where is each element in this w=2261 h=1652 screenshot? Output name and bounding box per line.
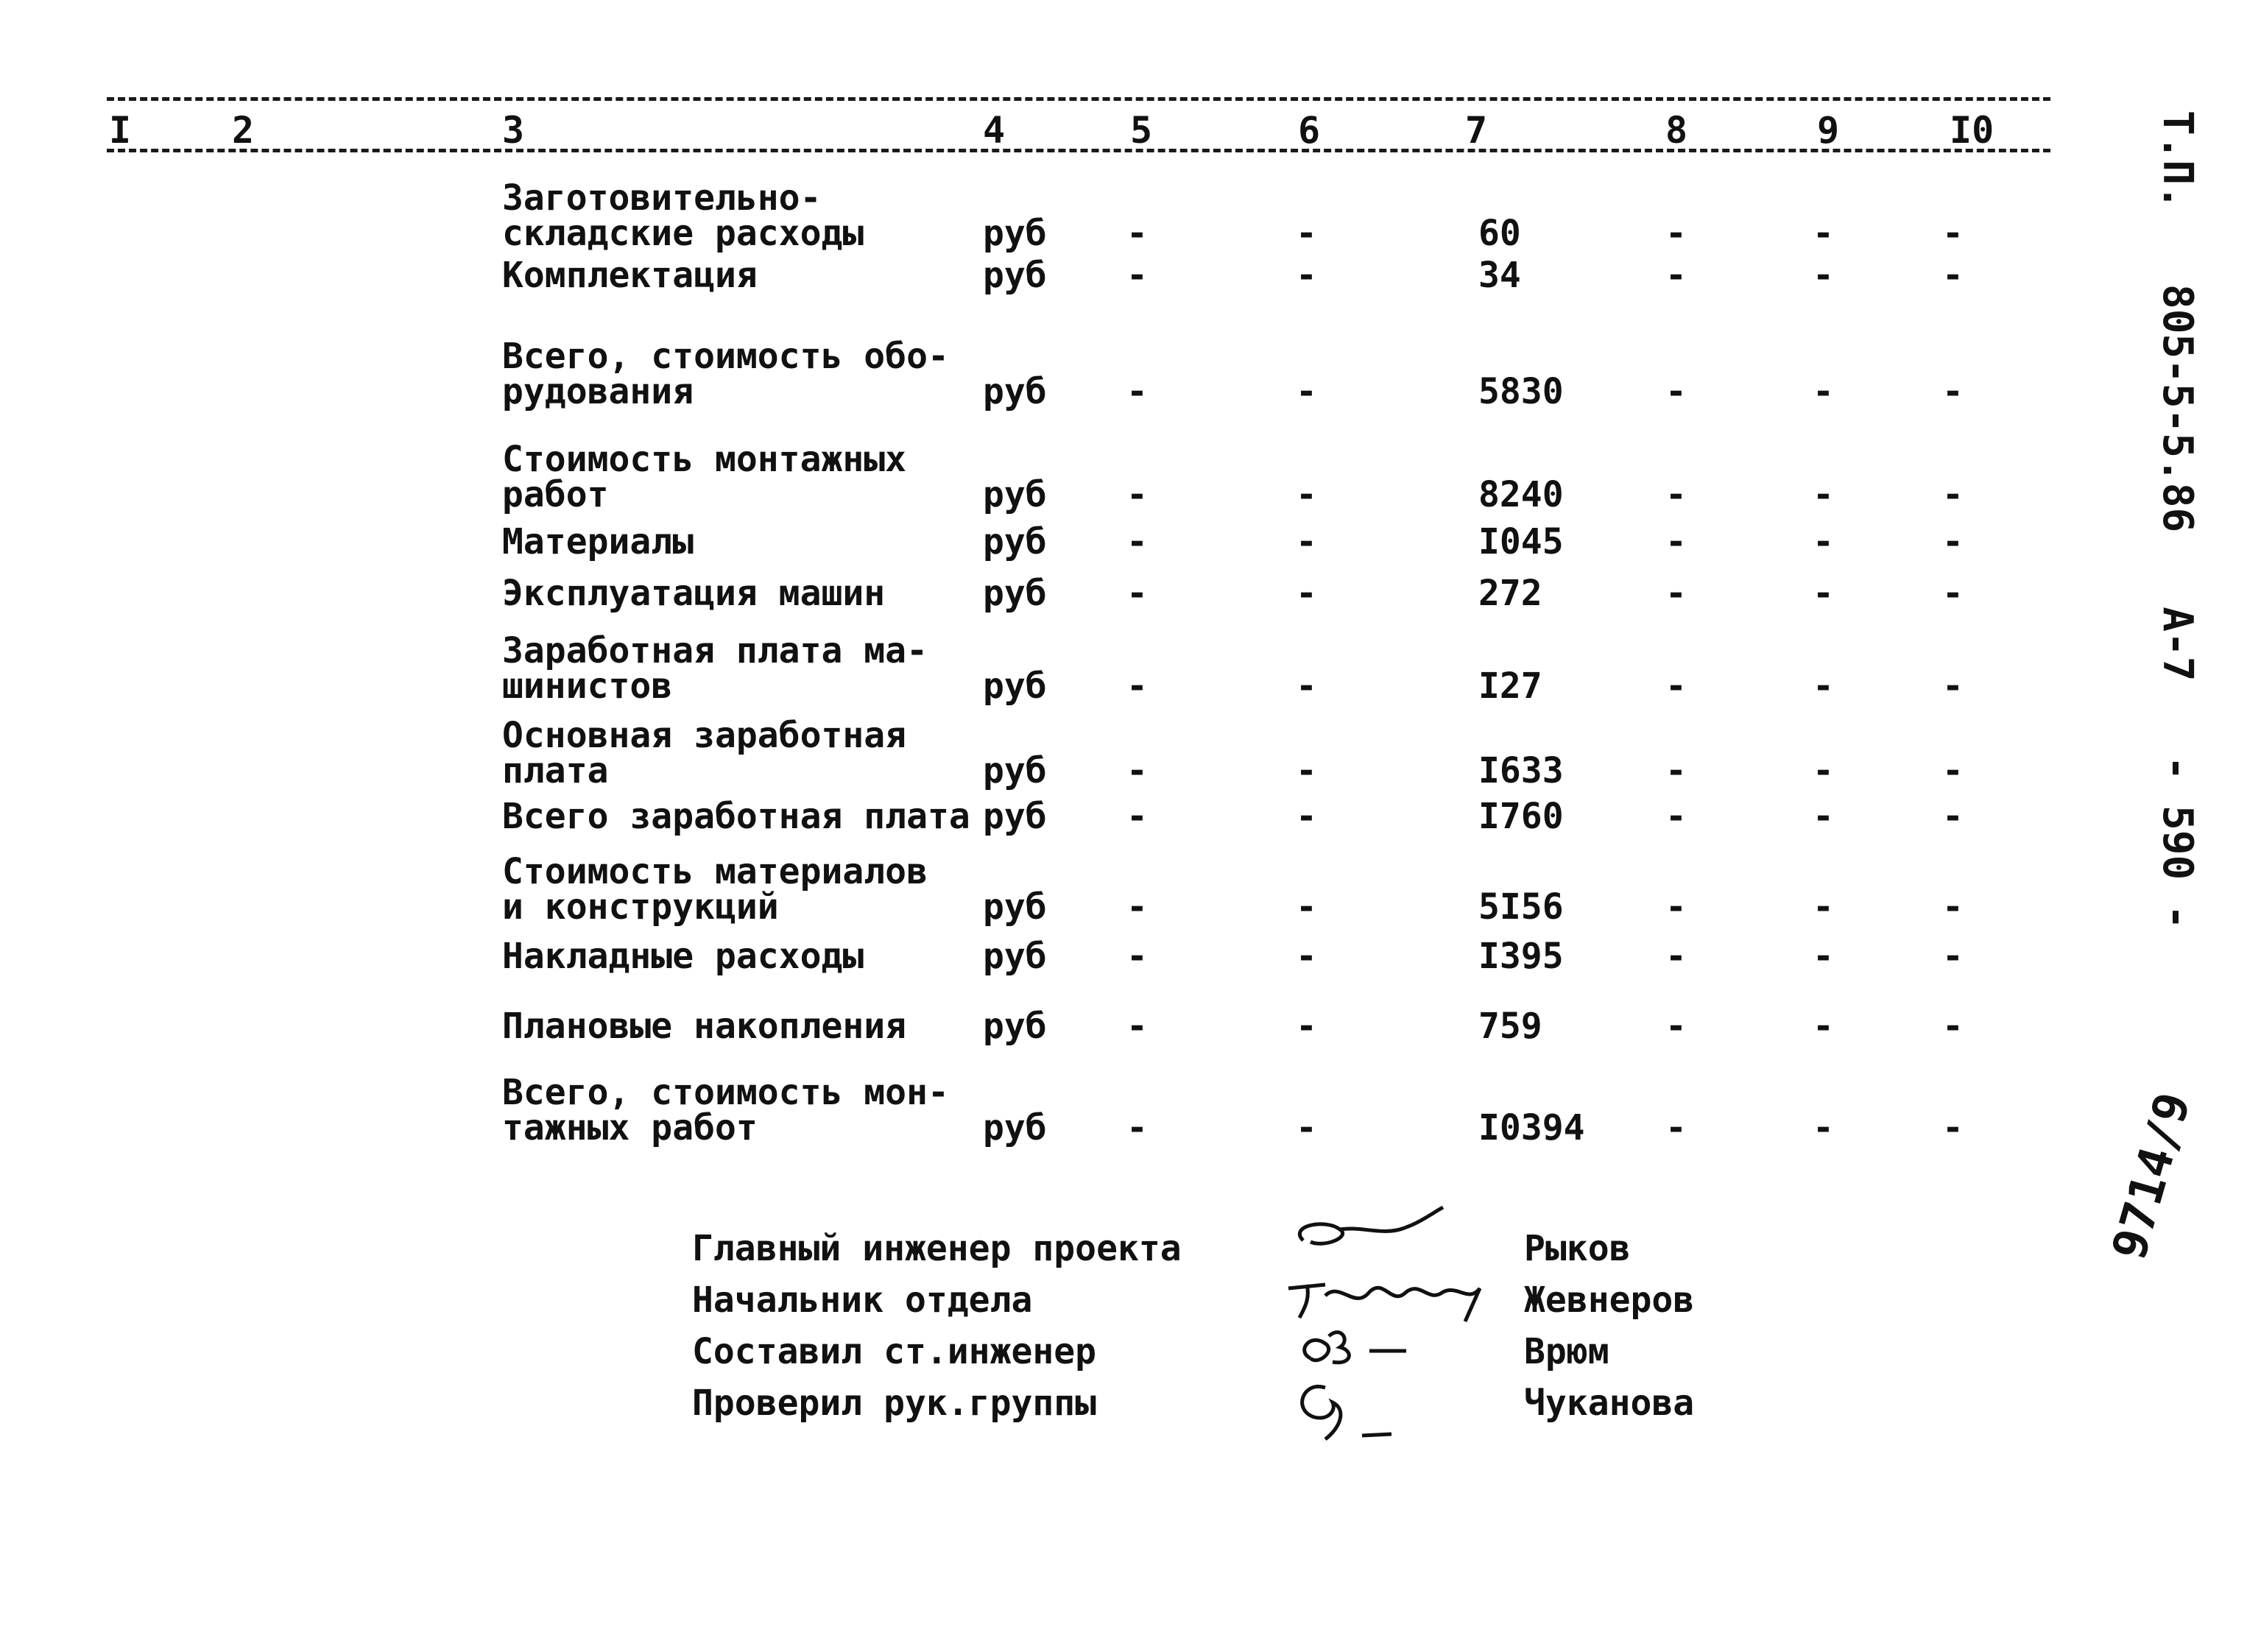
row-label: Всего заработная плата xyxy=(502,796,970,837)
value-cell-c10: - xyxy=(1942,936,1964,977)
unit-cell: руб xyxy=(983,936,1047,977)
value-cell-c7: 5830 xyxy=(1478,371,1564,412)
value-cell-c10: - xyxy=(1942,886,1964,928)
document-code-vertical: Т.П. 805-5-5.86 А-7 - 590 - xyxy=(2154,110,2201,930)
value-cell-c5: - xyxy=(1126,371,1148,412)
value-cell-c7: 759 xyxy=(1478,1006,1542,1047)
value-cell-c7: I27 xyxy=(1478,666,1542,707)
column-header-7: 7 xyxy=(1465,109,1488,152)
value-cell-c8: - xyxy=(1665,1006,1687,1047)
row-label: Всего, стоимость мон- тажных работ xyxy=(502,1072,949,1148)
row-label: Заготовительно- складские расходы xyxy=(502,177,864,254)
document-sheet-number: 9714/9 xyxy=(2102,1087,2202,1266)
value-cell-c6: - xyxy=(1296,521,1317,562)
value-cell-c9: - xyxy=(1813,886,1834,928)
row-label: Основная заработная плата xyxy=(502,715,907,791)
value-cell-c10: - xyxy=(1942,255,1964,296)
value-cell-c6: - xyxy=(1296,573,1317,614)
unit-cell: руб xyxy=(983,371,1047,412)
row-label: Плановые накопления xyxy=(502,1006,907,1047)
value-cell-c8: - xyxy=(1665,371,1687,412)
unit-cell: руб xyxy=(983,1006,1047,1047)
value-cell-c7: 8240 xyxy=(1478,474,1564,515)
value-cell-c8: - xyxy=(1665,936,1687,977)
value-cell-c5: - xyxy=(1126,750,1148,791)
signature-name: Жевнеров xyxy=(1524,1279,1695,1321)
header-top-rule xyxy=(107,97,2050,101)
value-cell-c9: - xyxy=(1813,521,1834,562)
value-cell-c9: - xyxy=(1813,474,1834,515)
unit-cell: руб xyxy=(983,750,1047,791)
handwritten-signature xyxy=(1281,1369,1443,1458)
value-cell-c10: - xyxy=(1942,521,1964,562)
value-cell-c8: - xyxy=(1665,886,1687,928)
value-cell-c8: - xyxy=(1665,521,1687,562)
column-header-5: 5 xyxy=(1130,109,1153,152)
value-cell-c5: - xyxy=(1126,886,1148,928)
row-label: Стоимость монтажных работ xyxy=(502,439,907,515)
value-cell-c10: - xyxy=(1942,750,1964,791)
value-cell-c7: I633 xyxy=(1478,750,1564,791)
row-label: Стоимость материалов и конструкций xyxy=(502,851,928,928)
value-cell-c9: - xyxy=(1813,750,1834,791)
value-cell-c6: - xyxy=(1296,886,1317,928)
value-cell-c7: I395 xyxy=(1478,936,1564,977)
signature-role: Главный инженер проекта xyxy=(692,1228,1182,1269)
value-cell-c8: - xyxy=(1665,474,1687,515)
value-cell-c5: - xyxy=(1126,796,1148,837)
row-label: Накладные расходы xyxy=(502,936,864,977)
signature-role: Проверил рук.группы xyxy=(692,1383,1097,1424)
value-cell-c8: - xyxy=(1665,666,1687,707)
value-cell-c10: - xyxy=(1942,1006,1964,1047)
value-cell-c5: - xyxy=(1126,255,1148,296)
value-cell-c9: - xyxy=(1813,796,1834,837)
signature-role: Начальник отдела xyxy=(692,1279,1033,1321)
header-bottom-rule xyxy=(107,149,2050,152)
unit-cell: руб xyxy=(983,796,1047,837)
value-cell-c9: - xyxy=(1813,936,1834,977)
value-cell-c9: - xyxy=(1813,1107,1834,1148)
column-header-8: 8 xyxy=(1665,109,1688,152)
value-cell-c5: - xyxy=(1126,213,1148,254)
value-cell-c10: - xyxy=(1942,666,1964,707)
value-cell-c8: - xyxy=(1665,213,1687,254)
value-cell-c10: - xyxy=(1942,573,1964,614)
unit-cell: руб xyxy=(983,255,1047,296)
row-label: Эксплуатация машин xyxy=(502,573,886,614)
value-cell-c6: - xyxy=(1296,1006,1317,1047)
value-cell-c6: - xyxy=(1296,474,1317,515)
row-label: Всего, стоимость обо- рудования xyxy=(502,336,949,412)
unit-cell: руб xyxy=(983,521,1047,562)
column-header-4: 4 xyxy=(983,109,1006,152)
value-cell-c6: - xyxy=(1296,936,1317,977)
value-cell-c5: - xyxy=(1126,573,1148,614)
unit-cell: руб xyxy=(983,666,1047,707)
value-cell-c7: 5I56 xyxy=(1478,886,1564,928)
column-header-6: 6 xyxy=(1298,109,1321,152)
value-cell-c5: - xyxy=(1126,1006,1148,1047)
value-cell-c6: - xyxy=(1296,666,1317,707)
unit-cell: руб xyxy=(983,213,1047,254)
value-cell-c7: 272 xyxy=(1478,573,1542,614)
signature-role: Составил ст.инженер xyxy=(692,1331,1097,1372)
column-header-2: 2 xyxy=(232,109,255,152)
column-header-10: I0 xyxy=(1950,109,1994,152)
value-cell-c5: - xyxy=(1126,474,1148,515)
value-cell-c10: - xyxy=(1942,796,1964,837)
column-header-3: 3 xyxy=(502,109,525,152)
value-cell-c7: 60 xyxy=(1478,213,1521,254)
value-cell-c8: - xyxy=(1665,750,1687,791)
value-cell-c5: - xyxy=(1126,936,1148,977)
signature-name: Рыков xyxy=(1524,1228,1631,1269)
value-cell-c5: - xyxy=(1126,521,1148,562)
unit-cell: руб xyxy=(983,1107,1047,1148)
value-cell-c7: I045 xyxy=(1478,521,1564,562)
value-cell-c5: - xyxy=(1126,666,1148,707)
column-header-1: I xyxy=(109,109,132,152)
value-cell-c10: - xyxy=(1942,1107,1964,1148)
value-cell-c6: - xyxy=(1296,1107,1317,1148)
column-header-9: 9 xyxy=(1817,109,1840,152)
value-cell-c9: - xyxy=(1813,213,1834,254)
value-cell-c10: - xyxy=(1942,213,1964,254)
value-cell-c8: - xyxy=(1665,573,1687,614)
value-cell-c10: - xyxy=(1942,371,1964,412)
value-cell-c6: - xyxy=(1296,213,1317,254)
value-cell-c9: - xyxy=(1813,371,1834,412)
value-cell-c9: - xyxy=(1813,255,1834,296)
row-label: Комплектация xyxy=(502,255,758,296)
value-cell-c8: - xyxy=(1665,1107,1687,1148)
row-label: Заработная плата ма- шинистов xyxy=(502,630,928,707)
unit-cell: руб xyxy=(983,886,1047,928)
value-cell-c6: - xyxy=(1296,796,1317,837)
value-cell-c7: I760 xyxy=(1478,796,1564,837)
unit-cell: руб xyxy=(983,474,1047,515)
signature-name: Врюм xyxy=(1524,1331,1609,1372)
value-cell-c7: I0394 xyxy=(1478,1107,1585,1148)
value-cell-c6: - xyxy=(1296,371,1317,412)
value-cell-c10: - xyxy=(1942,474,1964,515)
signature-name: Чуканова xyxy=(1524,1383,1695,1424)
handwritten-signature xyxy=(1281,1196,1458,1270)
value-cell-c5: - xyxy=(1126,1107,1148,1148)
value-cell-c9: - xyxy=(1813,666,1834,707)
value-cell-c8: - xyxy=(1665,255,1687,296)
value-cell-c8: - xyxy=(1665,796,1687,837)
handwritten-signature xyxy=(1281,1318,1428,1377)
value-cell-c7: 34 xyxy=(1478,255,1521,296)
value-cell-c6: - xyxy=(1296,255,1317,296)
value-cell-c6: - xyxy=(1296,750,1317,791)
unit-cell: руб xyxy=(983,573,1047,614)
row-label: Материалы xyxy=(502,521,694,562)
value-cell-c9: - xyxy=(1813,1006,1834,1047)
value-cell-c9: - xyxy=(1813,573,1834,614)
